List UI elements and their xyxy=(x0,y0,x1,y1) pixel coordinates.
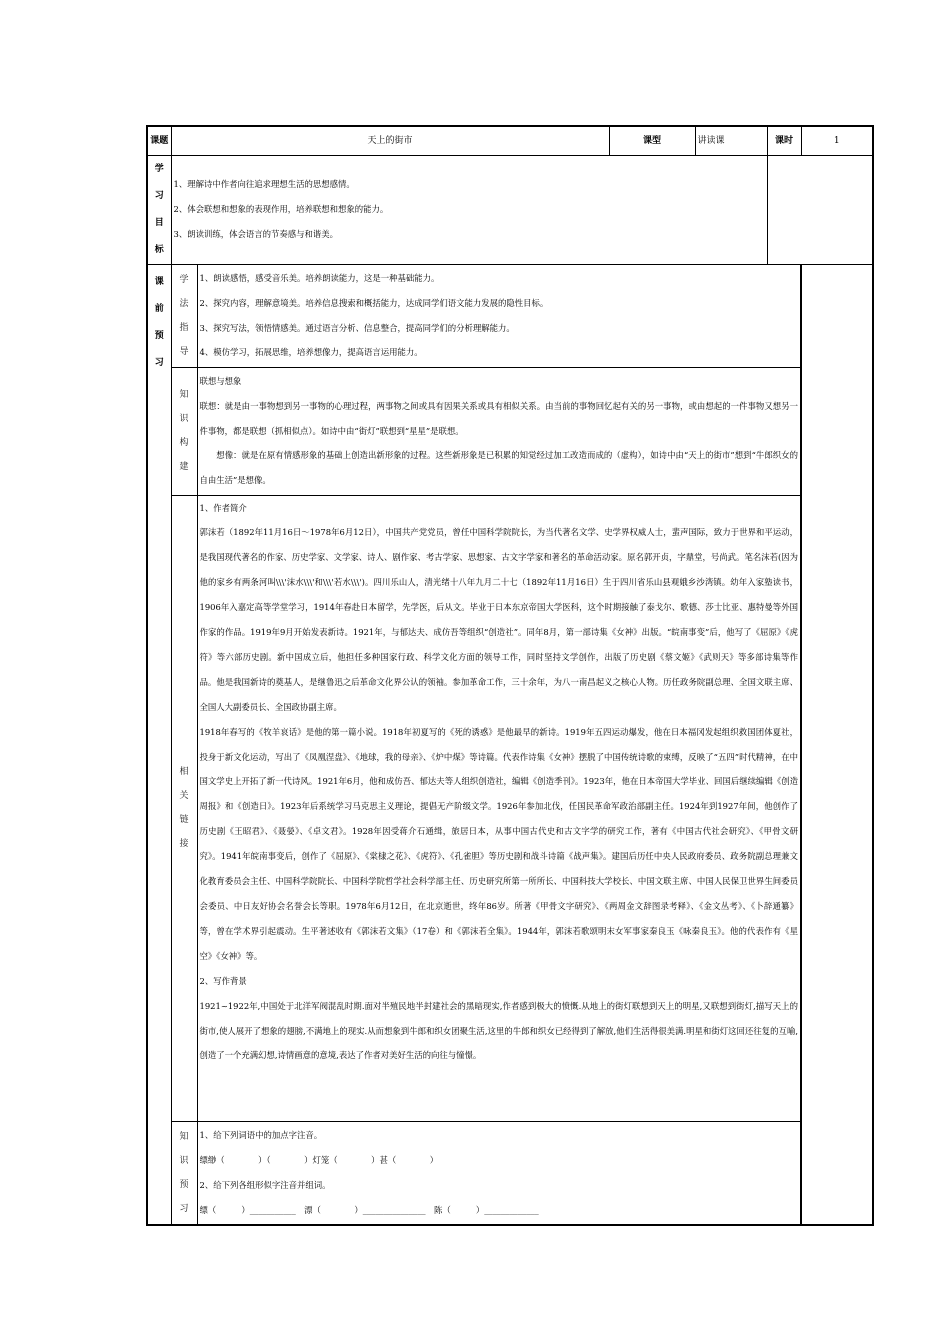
knowledge-row xyxy=(147,367,873,495)
links-row xyxy=(147,495,873,1121)
objectives-content xyxy=(171,155,767,264)
knowledge-content xyxy=(197,367,801,495)
method-item: 2、探究内容，理解意境美。培养信息搜索和概括能力，达成同学们语文能力发展的隐性目标。 xyxy=(199,297,549,308)
preview-right-blank xyxy=(801,264,873,1225)
lesson-plan-sheet xyxy=(146,125,872,1226)
hours-label: 课时 xyxy=(767,126,801,155)
objectives-blank xyxy=(767,155,873,264)
exercise-row xyxy=(147,1121,873,1225)
exercise-q1: 1、给下列词语中的加点字注音。 xyxy=(199,1129,323,1140)
hours-value: 1 xyxy=(801,126,873,155)
knowledge-title: 联想与想象 xyxy=(199,375,242,386)
links-content xyxy=(197,495,801,1121)
links-background-text: 1921~1922年,中国处于北洋军阀混乱时期.面对半殖民地半封建社会的黑暗现实,作者感到极大的愤慨.从地上的街灯联想到天上的明星,又联想到街灯,描写天上的街市,使人展开了想象的翅膀,不满地上的现实.从而想象到牛郎和织女团聚生活,这里的牛郎和织女已经得到了解放,他们生活得很美满.明星和街灯这回还往复的互喻,创造了一个充满幻想,诗情画意的意境,表达了作者对美好生活的向往与憧憬。 xyxy=(199,1000,799,1061)
knowledge-label: 知 识 构 建 xyxy=(171,367,197,495)
links-author-bio: 郭沫若（1892年11月16日～1978年6月12日），中国共产党党员，曾任中国科学院院长，为当代著名文学、史学界权威人士，蜚声国际，致力于世界和平运动，是我国现代著名的作家、历史学家、文学家、诗人、剧作家、考古学家、思想家、古文字学家和著名的革命活动家。原名郭开贞，字鼎堂，号尚武。笔名沫若(因为他的家乡有两条河叫\\\'沫水\\\'和\\\'若水\\\')。四川乐山人，清光绪十八年九月二十七（1892年11月16日）生于四川省乐山县观娥乡沙湾镇。幼年入家塾读书，1906年入嘉定高等学堂学习，1914年春赴日本留学，先学医，后从文。毕业于日本东京帝国大学医科，这个时期接触了泰戈尔、歌德、莎士比亚、惠特曼等外国作家的作品。1919年9月开始发表新诗。1921年，与郁达夫、成仿吾等组织“创造社”。同年8月，第一部诗集《女神》出版。“皖南事变”后，他写了《屈原》《虎符》等六部历史剧。新中国成立后，他担任多种国家行政、科学文化方面的领导工作，同时坚持文学创作，出版了历史剧《蔡文姬》《武则天》等多部诗集等作品。他是我国新诗的奠基人，是继鲁迅之后革命文化界公认的领袖。参加革命工作，三十余年，为八一南昌起义之核心人物。历任政务院副总理、全国文联主席、全国人大副委员长、全国政协副主席。 xyxy=(199,527,799,712)
lesson-plan-table xyxy=(146,125,874,1226)
topic-label: 课题 xyxy=(147,126,171,155)
method-item: 1、朗读感悟，感受音乐美。培养朗读能力，这是一种基础能力。 xyxy=(199,272,440,283)
exercise-label: 知 识 预 习 xyxy=(171,1121,197,1225)
links-heading-background: 2、写作背景 xyxy=(199,975,247,986)
method-item: 4、模仿学习，拓展思维，培养想像力，提高语言运用能力。 xyxy=(199,347,423,358)
exercise-content xyxy=(197,1121,801,1225)
preview-label: 课 前 预 习 xyxy=(147,264,171,1225)
links-heading-author: 1、作者简介 xyxy=(199,502,247,513)
topic-value: 天上的街市 xyxy=(171,126,609,155)
knowledge-para-association: 联想：就是由一事物想到另一事物的心理过程，两事物之间或具有因果关系或具有相似关系。由当前的事物回忆起有关的另一事物，或由想起的一件事物又想另一件事物，都是联想（抓相似点）。如诗中由“街灯”联想到“星星”是联想。 xyxy=(199,400,799,436)
type-label: 课型 xyxy=(609,126,695,155)
type-value: 讲读课 xyxy=(695,126,767,155)
method-label: 学 法 指 导 xyxy=(171,264,197,367)
objectives-label: 学 习 目 标 xyxy=(147,155,171,264)
header-row xyxy=(147,126,873,155)
exercise-q1-blanks[interactable]: 缥缈（ ）（ ）灯笼（ ）甚（ ） xyxy=(199,1154,439,1165)
links-author-works: 1918年春写的《牧羊哀话》是他的第一篇小说。1918年初夏写的《死的诱惑》是他最早的新诗。1919年五四运动爆发，他在日本福冈发起组织救国团体夏社，投身于新文化运动，写出了《凤凰涅盘》、《地球，我的母亲》、《炉中煤》等诗篇。代表作诗集《女神》摆脱了中国传统诗歌的束缚，反映了“五四”时代精神，在中国文学史上开拓了新一代诗风。1921年6月，他和成仿吾、郁达夫等人组织创造社，编辑《创造季刊》。1923年，他在日本帝国大学毕业、回国后继续编辑《创造周报》和《创造日》。1923年后系统学习马克思主义理论，提倡无产阶级文学。1926年参加北伐，任国民革命军政治部副主任。1924年到1927年间，他创作了历史剧《王昭君》、《聂嫈》、《卓文君》。1928年因受蒋介石通缉，旅居日本，从事中国古代史和古文字学的研究工作，著有《中国古代社会研究》、《甲骨文研究》。1941年皖南事变后，创作了《屈原》、《棠棣之花》、《虎符》、《孔雀胆》等历史剧和战斗诗篇《战声集》。建国后历任中央人民政府委员、政务院副总理兼文化教育委员会主任、中国科学院院长、中国科学院哲学社会科学部主任、历史研究所第一所所长、中国科技大学校长、中国文联主席、中国人民保卫世界生间委员会委员、中日友好协会名誉会长等职。1978年6月12日，在北京逝世，终年86岁。所著《甲骨文字研究》、《两周金文辞图录考释》、《金文丛考》、《卜辞通纂》等，曾在学术界引起震动。生平著述收有《郭沫若文集》（17卷）和《郭沫若全集》。1944年，郭沫若歌颂明末女军事家秦良玉《咏秦良玉》。他的代表作有《星空》《女神》等。 xyxy=(199,726,799,961)
exercise-q2: 2、给下列各组形似字注音并组词。 xyxy=(199,1179,331,1190)
method-row xyxy=(147,264,873,367)
method-item: 3、探究写法，领悟情感美。通过语言分析、信息整合，提高同学们的分析理解能力。 xyxy=(199,322,515,333)
objectives-row xyxy=(147,155,873,264)
links-label: 相 关 链 接 xyxy=(171,495,197,1121)
knowledge-para-imagination: 想像：就是在原有情感形象的基础上创造出新形象的过程。这些新形象是已积累的知觉经过加工改造而成的（虚构），如诗中由“天上的街市”想到“牛郎织女的自由生活”是想像。 xyxy=(199,450,799,486)
exercise-q2-blanks[interactable]: 缥（ ）___________ 漂（ ）_______________ 陈（ ）_____________ xyxy=(199,1204,539,1215)
objective-item: 3、朗读训练，体会语言的节奏感与和谐美。 xyxy=(173,229,338,239)
objective-item: 2、体会联想和想象的表现作用，培养联想和想象的能力。 xyxy=(173,204,389,214)
objective-item: 1、理解诗中作者向往追求理想生活的思想感情。 xyxy=(173,179,355,189)
method-content xyxy=(197,264,801,367)
